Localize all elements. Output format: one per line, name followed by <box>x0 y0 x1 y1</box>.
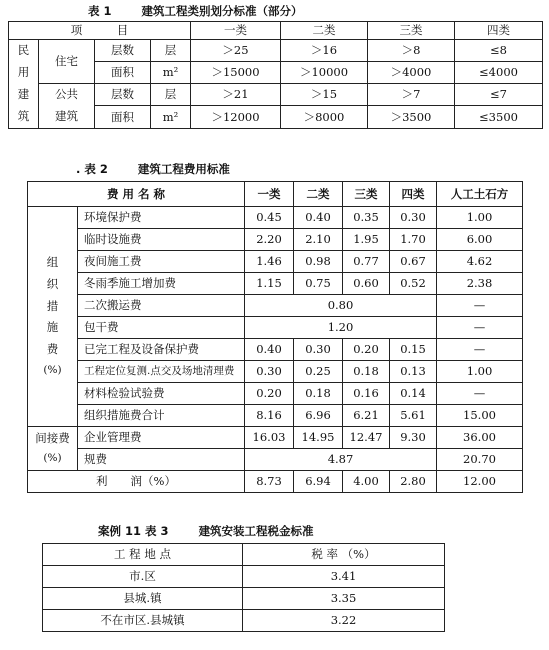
fee-name: 包干费 <box>78 317 245 339</box>
fee-value: 0.20 <box>245 383 294 405</box>
fee-value: 2.80 <box>390 471 437 493</box>
table3-header-row <box>43 544 445 566</box>
table1-caption-title: 建筑工程类别划分标准（部分） <box>141 4 303 18</box>
fee-value: 6.94 <box>294 471 343 493</box>
value-cell: ＞7 <box>368 84 455 106</box>
value-cell: ＞8000 <box>281 106 368 128</box>
fee-value: 0.15 <box>390 339 437 361</box>
table1-header-class1: 一类 <box>191 22 281 40</box>
metric-cell: 面积 <box>95 106 151 128</box>
profit-label: 利 润（%） <box>28 471 245 493</box>
value-cell: ＞4000 <box>368 62 455 84</box>
fee-name: 临时设施费 <box>78 229 245 251</box>
table1-header-class4: 四类 <box>455 22 543 40</box>
value-cell: ＞16 <box>281 40 368 62</box>
fee-value-merged: 1.20 <box>245 317 437 339</box>
table-row <box>28 383 523 405</box>
earthwork-value: — <box>437 295 523 317</box>
fee-name: 环境保护费 <box>78 207 245 229</box>
earthwork-value: 2.38 <box>437 273 523 295</box>
earthwork-value: 1.00 <box>437 207 523 229</box>
fee-value: 5.61 <box>390 405 437 427</box>
fee-name: 组织措施费合计 <box>78 405 245 427</box>
fee-name: 材料检验试验费 <box>78 383 245 405</box>
fee-value: 0.35 <box>343 207 390 229</box>
fee-value: 0.20 <box>343 339 390 361</box>
fee-value: 0.75 <box>294 273 343 295</box>
value-cell: ＞21 <box>191 84 281 106</box>
residential-label: 住宅 <box>39 40 95 84</box>
earthwork-value: — <box>437 383 523 405</box>
fee-value-merged: 4.87 <box>245 449 437 471</box>
earthwork-value: 12.00 <box>437 471 523 493</box>
civil-building-label: 民 用 建 筑 <box>9 40 39 129</box>
unit-cell: 层 <box>151 84 191 106</box>
earthwork-value: 20.70 <box>437 449 523 471</box>
unit-cell: m² <box>151 106 191 128</box>
table2-header-name: 费 用 名 称 <box>28 182 245 207</box>
fee-value: 0.13 <box>390 361 437 383</box>
indirect-cost-label: 间接费 (%) <box>28 427 78 471</box>
fee-value: 0.18 <box>294 383 343 405</box>
fee-name: 已完工程及设备保护费 <box>78 339 245 361</box>
table-row <box>28 339 523 361</box>
fee-value: 0.60 <box>343 273 390 295</box>
value-cell: ＞12000 <box>191 106 281 128</box>
table2-header-row <box>28 182 523 207</box>
table3-caption <box>98 523 314 539</box>
rate-cell: 3.41 <box>243 566 445 588</box>
fee-value: 1.15 <box>245 273 294 295</box>
fee-value: 0.14 <box>390 383 437 405</box>
table3-header-rate: 税 率 （%） <box>243 544 445 566</box>
table-row <box>28 273 523 295</box>
fee-value: 8.73 <box>245 471 294 493</box>
unit-cell: m² <box>151 62 191 84</box>
fee-value: 0.30 <box>245 361 294 383</box>
earthwork-value: 36.00 <box>437 427 523 449</box>
table3-caption-number: 案例 11 表 3 <box>98 524 169 538</box>
rate-cell: 3.35 <box>243 588 445 610</box>
fee-value: 0.16 <box>343 383 390 405</box>
fee-value: 0.77 <box>343 251 390 273</box>
value-cell: ≤8 <box>455 40 543 62</box>
value-cell: ＞3500 <box>368 106 455 128</box>
tax-rate-table <box>42 543 445 632</box>
fee-value: 0.98 <box>294 251 343 273</box>
table3-header-location: 工 程 地 点 <box>43 544 243 566</box>
value-cell: ＞25 <box>191 40 281 62</box>
fee-value: 0.40 <box>245 339 294 361</box>
value-cell: ＞15000 <box>191 62 281 84</box>
organization-measure-fee-label: 组 织 措 施 费 (%) <box>28 207 78 427</box>
fee-value: 6.96 <box>294 405 343 427</box>
table2-caption <box>76 161 230 177</box>
fee-value: 0.30 <box>294 339 343 361</box>
fee-value: 8.16 <box>245 405 294 427</box>
value-cell: ≤3500 <box>455 106 543 128</box>
fee-value: 4.00 <box>343 471 390 493</box>
location-cell: 市.区 <box>43 566 243 588</box>
location-cell: 不在市区.县城镇 <box>43 610 243 632</box>
table2-header-class3: 三类 <box>343 182 390 207</box>
fee-value: 0.45 <box>245 207 294 229</box>
unit-cell: 层 <box>151 40 191 62</box>
table1-header-class3: 三类 <box>368 22 455 40</box>
fee-name: 夜间施工费 <box>78 251 245 273</box>
table-row <box>28 427 523 449</box>
table-row <box>28 251 523 273</box>
earthwork-value: 1.00 <box>437 361 523 383</box>
fee-value: 0.30 <box>390 207 437 229</box>
fee-value: 0.52 <box>390 273 437 295</box>
fee-value: 2.10 <box>294 229 343 251</box>
fee-value: 2.20 <box>245 229 294 251</box>
value-cell: ＞8 <box>368 40 455 62</box>
table-row <box>9 84 543 106</box>
fee-value: 16.03 <box>245 427 294 449</box>
rate-cell: 3.22 <box>243 610 445 632</box>
fee-name: 企业管理费 <box>78 427 245 449</box>
construction-fee-table <box>27 181 523 493</box>
fee-value: 12.47 <box>343 427 390 449</box>
table-row <box>43 566 445 588</box>
earthwork-value: — <box>437 317 523 339</box>
table-row <box>28 405 523 427</box>
fee-value: 0.67 <box>390 251 437 273</box>
table2-header-class4: 四类 <box>390 182 437 207</box>
fee-name: 工程定位复测.点交及场地清理费 <box>78 361 245 383</box>
fee-name: 二次搬运费 <box>78 295 245 317</box>
value-cell: ＞15 <box>281 84 368 106</box>
fee-value: 0.25 <box>294 361 343 383</box>
table2-caption-title: 建筑工程费用标准 <box>137 162 230 176</box>
fee-value: 0.40 <box>294 207 343 229</box>
fee-value: 1.46 <box>245 251 294 273</box>
table-row <box>43 588 445 610</box>
metric-cell: 层数 <box>95 40 151 62</box>
table-row <box>28 471 523 493</box>
value-cell: ≤7 <box>455 84 543 106</box>
table2-header-class2: 二类 <box>294 182 343 207</box>
fee-name: 冬雨季施工增加费 <box>78 273 245 295</box>
fee-value: 1.95 <box>343 229 390 251</box>
table-row <box>28 449 523 471</box>
table1-caption <box>88 3 303 19</box>
earthwork-value: 4.62 <box>437 251 523 273</box>
fee-value: 14.95 <box>294 427 343 449</box>
earthwork-value: 6.00 <box>437 229 523 251</box>
table2-caption-number: . 表 2 <box>76 162 108 176</box>
value-cell: ＞10000 <box>281 62 368 84</box>
table3-caption-title: 建筑安装工程税金标准 <box>198 524 314 538</box>
fee-value: 0.18 <box>343 361 390 383</box>
fee-value: 6.21 <box>343 405 390 427</box>
value-cell: ≤4000 <box>455 62 543 84</box>
fee-value-merged: 0.80 <box>245 295 437 317</box>
table-row <box>28 361 523 383</box>
earthwork-value: — <box>437 339 523 361</box>
metric-cell: 面积 <box>95 62 151 84</box>
fee-value: 9.30 <box>390 427 437 449</box>
table2-header-earthwork: 人工土石方 <box>437 182 523 207</box>
fee-name: 规费 <box>78 449 245 471</box>
table-row <box>9 40 543 62</box>
table2-header-class1: 一类 <box>245 182 294 207</box>
table1-header-class2: 二类 <box>281 22 368 40</box>
table-row <box>28 229 523 251</box>
table-row <box>43 610 445 632</box>
location-cell: 县城.镇 <box>43 588 243 610</box>
table1-header-item: 项 目 <box>9 22 191 40</box>
earthwork-value: 15.00 <box>437 405 523 427</box>
building-classification-table <box>8 21 543 129</box>
table1-caption-number: 表 1 <box>88 4 112 18</box>
public-building-label: 公共 建筑 <box>39 84 95 129</box>
table-row <box>28 207 523 229</box>
table-row <box>28 295 523 317</box>
table1-header-row <box>9 22 543 40</box>
table-row <box>28 317 523 339</box>
fee-value: 1.70 <box>390 229 437 251</box>
metric-cell: 层数 <box>95 84 151 106</box>
